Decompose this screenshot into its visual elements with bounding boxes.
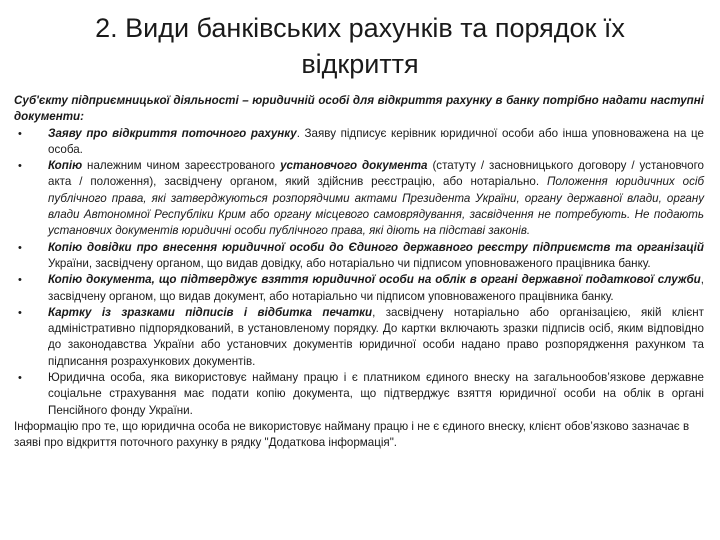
item-text: . Заяву підписує керівник юридичної особи або інша уповноважена на це особа. xyxy=(48,126,704,156)
list-item xyxy=(14,370,704,419)
item-text-2: (статуту / засновницького договору / установчого акта / положення), засвідчену органом, який здійснив реєстрацію, або нотаріально. xyxy=(48,159,704,189)
bullet-icon: • xyxy=(18,241,22,254)
item-emphasis: Копію довідки про внесення юридичної особи до Єдиного державного реєстру підприємств та організацій xyxy=(48,240,704,254)
bullet-icon: • xyxy=(18,274,22,287)
footer-note: Інформацію про те, що юридична особа не використовує найману працю і не є єдиного внеску, клієнт обов’язково зазначає в заяві про відкриття поточного рахунку в рядку "Додаткова інформація". xyxy=(14,419,690,450)
document-body xyxy=(14,93,704,452)
list-item xyxy=(14,158,704,239)
item-emphasis: Копію xyxy=(48,159,83,173)
list-item xyxy=(14,240,704,273)
item-text: , засвідчену нотаріально або організацією, якій клієнт адміністративно підпорядкований, в установленому порядку. До картки включають зразки підписів осіб, яким відповідно до законодавства України або установчих документів юридичної особи надано право розпорядження рахунком та підписання розрахункових документів. xyxy=(48,305,704,368)
item-italic-note: Положення юридичних осіб публічного права, які затверджуються розпорядчими актами Президента України, органу державної влади, органу влади Автономної Республіки Крим або органу місцевого самоврядування, засвідчення не потребують. Не подають установчих документів юридичні особи публічного права, які діють на підставі законів. xyxy=(48,175,704,238)
item-text: належним чином зареєстрованого xyxy=(82,159,281,173)
item-emphasis: Копію документа, що підтверджує взяття юридичної особи на облік в органі державної податкової служби xyxy=(48,273,701,287)
bullet-icon: • xyxy=(18,127,22,140)
intro-paragraph: Суб'єкту підприємницької діяльності – юридичній особі для відкриття рахунку в банку потрібно надати наступні документи: xyxy=(14,94,704,124)
required-documents-list xyxy=(14,126,704,419)
bullet-icon: • xyxy=(18,372,22,385)
list-item xyxy=(14,305,704,370)
list-item xyxy=(14,126,704,159)
item-emphasis: Заяву про відкриття поточного рахунку xyxy=(48,126,297,140)
page-title: 2. Види банківських рахунків та порядок їх відкриття xyxy=(95,13,625,79)
item-text: України, засвідчену органом, що видав довідку, або нотаріально чи підписом уповноваженого працівника банку. xyxy=(48,256,651,270)
item-text: , засвідчену органом, що видав документ, або нотаріально чи підписом уповноваженого працівника банку. xyxy=(48,273,704,303)
item-emphasis-2: установчого документа xyxy=(280,159,428,173)
bullet-icon: • xyxy=(18,306,22,319)
item-emphasis: Картку із зразками підписів і відбитка печатки xyxy=(48,305,373,319)
bullet-icon: • xyxy=(18,160,22,173)
item-text: Юридична особа, яка використовує найману працю і є платником єдиного внеску на загальнообов’язкове державне соціальне страхування має подати копію документа, що підтверджує взяття юридичної особи на облік в органі Пенсійного фонду України. xyxy=(48,371,704,417)
list-item xyxy=(14,272,704,305)
